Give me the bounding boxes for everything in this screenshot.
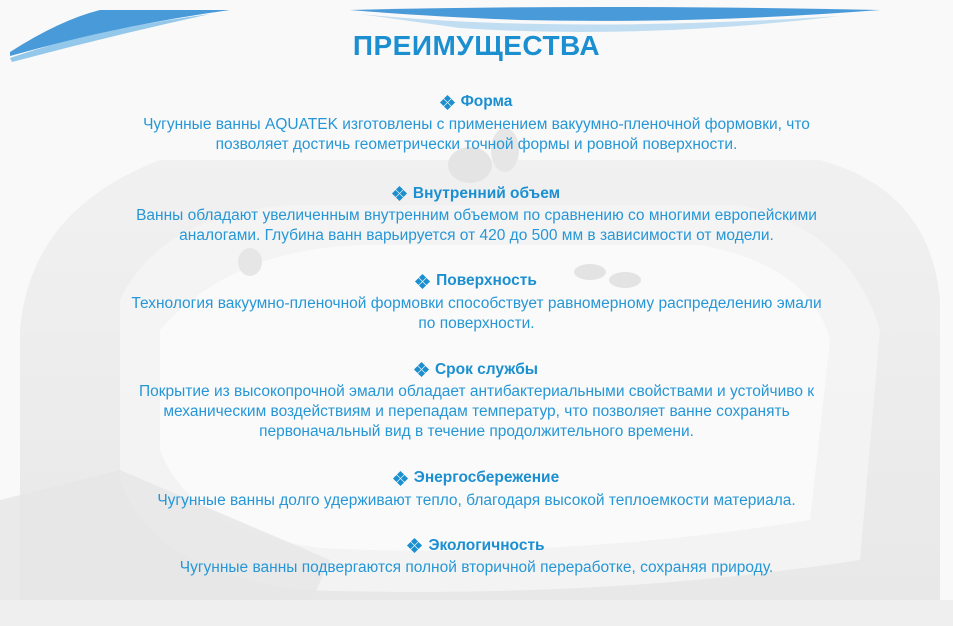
feature-heading xyxy=(441,92,513,112)
feature-description xyxy=(40,294,913,334)
feature-description-line: первоначальный вид в течение продолжительного времени. xyxy=(259,423,694,440)
feature-heading-label: Внутренний объем xyxy=(412,184,561,202)
feature-description-line: Технология вакуумно-пленочной формовки способствует равномерному распределению эмали xyxy=(131,294,822,312)
feature-heading-label: Поверхность xyxy=(436,272,537,289)
feature-heading xyxy=(416,271,537,291)
diamond-bullet-icon xyxy=(393,187,406,200)
feature-heading xyxy=(394,468,559,488)
feature-description-line: позволяет достичь геометрически точной формы и ровной поверхности. xyxy=(215,135,738,153)
feature-description-line: Ванны обладают увеличенным внутренним объемом по сравнению со многими европейскими xyxy=(136,207,817,224)
feature-description-line: аналогами. Глубина ванн варьируется от 420 до 500 мм в зависимости от модели. xyxy=(179,227,774,244)
diamond-bullet-icon xyxy=(416,275,429,288)
feature-item-inner-volume xyxy=(40,184,913,247)
feature-description xyxy=(40,206,913,246)
feature-description xyxy=(40,115,913,155)
feature-description-line: Чугунные ванны долго удерживают тепло, благодаря высокой теплоемкости материала. xyxy=(157,491,796,509)
feature-description xyxy=(40,382,913,442)
feature-list xyxy=(40,92,913,578)
diamond-bullet-icon xyxy=(415,363,428,376)
feature-description-line: Покрытие из высокопрочной эмали обладает антибактериальными свойствами и устойчиво к xyxy=(138,383,815,400)
feature-item-surface xyxy=(40,271,913,334)
feature-description-line: Чугунные ванны подвергаются полной вторичной переработке, сохраняя природу. xyxy=(179,559,774,576)
feature-description xyxy=(40,491,913,511)
feature-heading-label: Срок службы xyxy=(434,360,539,378)
feature-item-ecology xyxy=(40,536,913,579)
diamond-bullet-icon xyxy=(408,539,421,552)
feature-description-line: Чугунные ванны AQUATEK изготовлены с применением вакуумно-пленочной формовки, что xyxy=(143,115,810,133)
feature-description-line: по поверхности. xyxy=(418,314,535,332)
feature-item-service-life xyxy=(40,360,913,443)
feature-heading xyxy=(393,184,560,204)
feature-heading xyxy=(408,536,544,556)
feature-description-line: механическим воздействиям и перепадам температур, что позволяет ванне сохранять xyxy=(163,403,790,420)
page-title: ПРЕИМУЩЕСТВА xyxy=(352,30,601,61)
feature-heading-label: Экологичность xyxy=(428,536,545,554)
feature-item-energy-saving xyxy=(40,468,913,511)
feature-heading-label: Энергосбережение xyxy=(413,469,560,486)
feature-item-shape xyxy=(40,92,913,155)
diamond-bullet-icon xyxy=(394,472,407,485)
feature-description xyxy=(40,558,913,578)
feature-heading-label: Форма xyxy=(460,93,513,110)
diamond-bullet-icon xyxy=(441,96,454,109)
feature-heading xyxy=(415,360,538,380)
